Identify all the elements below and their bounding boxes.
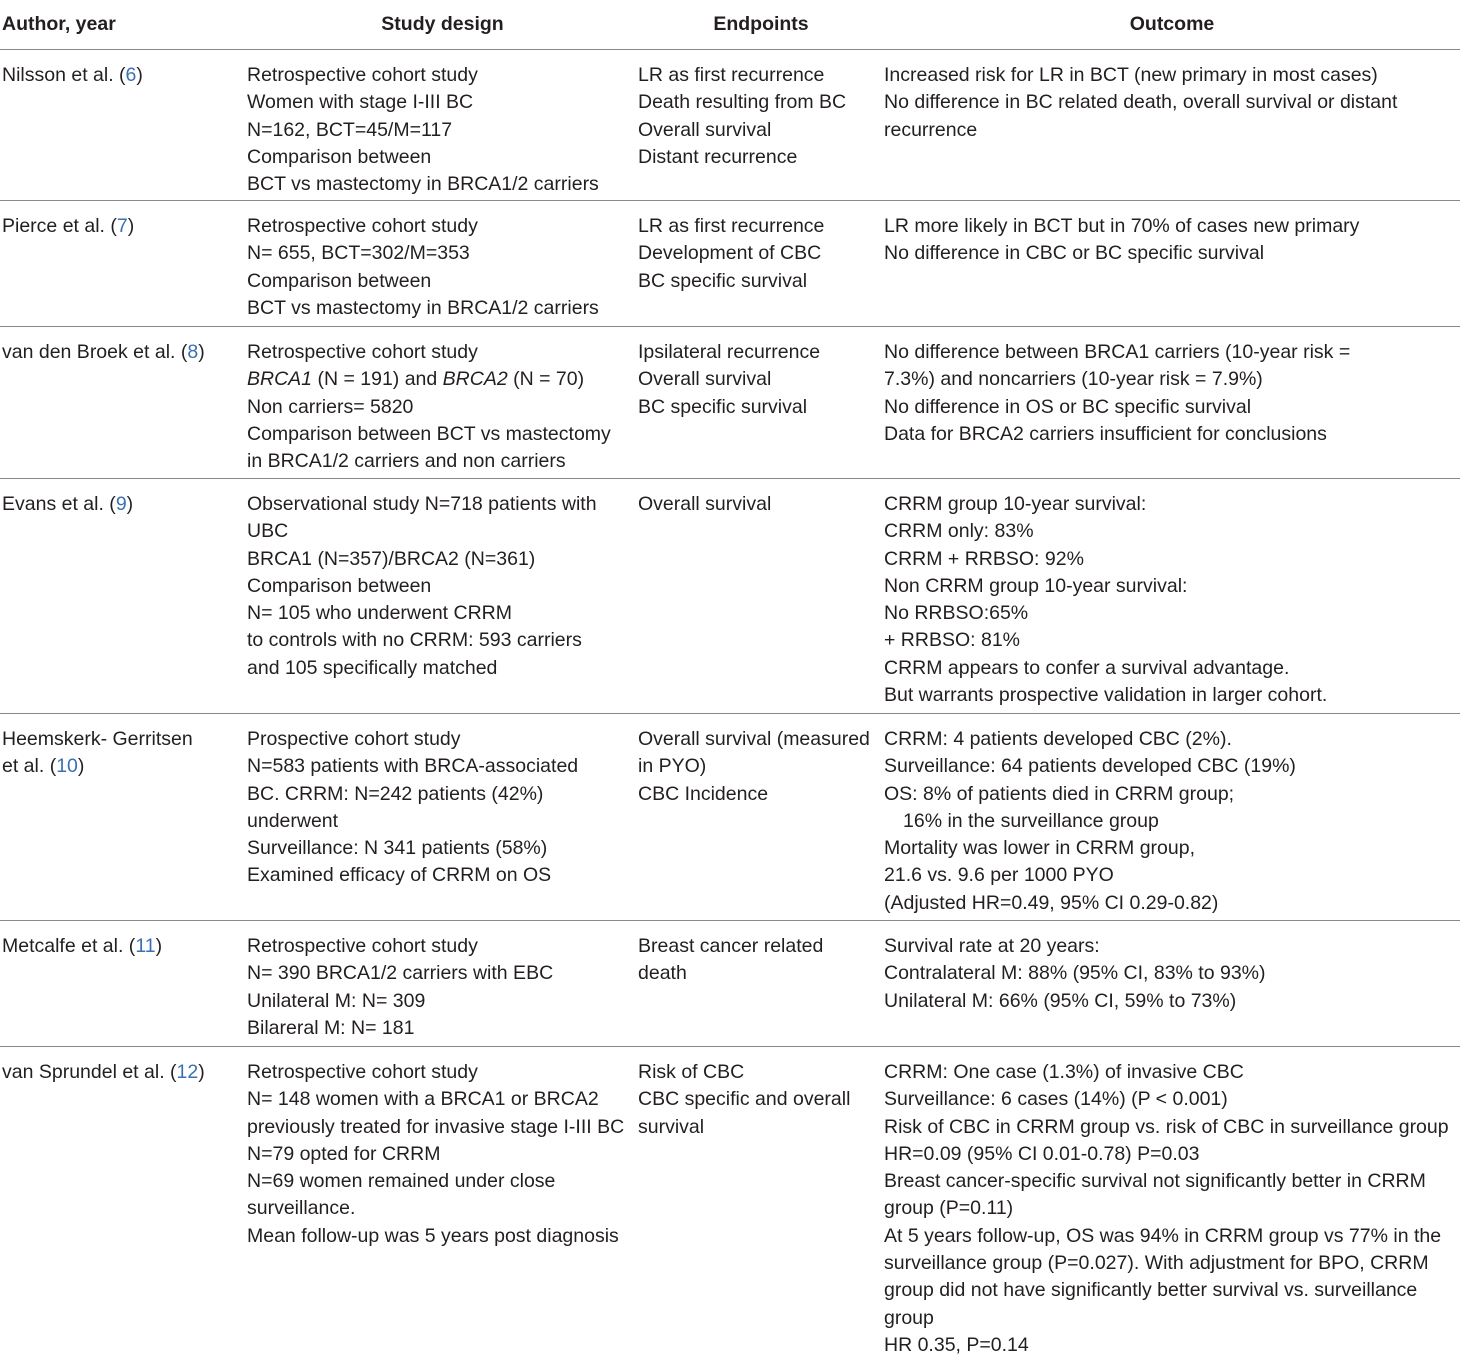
reference-link[interactable]: 11 [135, 935, 155, 957]
outcome-line: No difference in CBC or BC specific survival [884, 240, 1460, 267]
table-row [0, 201, 1460, 327]
endpoints-cell [638, 714, 884, 921]
design-line: Non carriers= 5820 [247, 394, 638, 421]
outcome-line: Surveillance: 64 patients developed CBC (19%) [884, 753, 1460, 780]
design-line: Mean follow-up was 5 years post diagnosis [247, 1223, 638, 1250]
outcome-line: No difference in OS or BC specific survival [884, 394, 1460, 421]
author-text: Pierce et al. (7) [2, 213, 247, 240]
outcome-line: Breast cancer-specific survival not significantly better in CRRM [884, 1168, 1460, 1195]
outcome-line: Data for BRCA2 carriers insufficient for conclusions [884, 421, 1460, 448]
endpoint-line: CBC specific and overall [638, 1086, 884, 1113]
outcome-line: Mortality was lower in CRRM group, [884, 835, 1460, 862]
outcome-line: 21.6 vs. 9.6 per 1000 PYO [884, 862, 1460, 889]
endpoint-line: in PYO) [638, 753, 884, 780]
author-text: Nilsson et al. (6) [2, 62, 247, 89]
header-row [0, 0, 1460, 50]
outcome-line: No difference in BC related death, overall survival or distant [884, 89, 1460, 116]
outcome-line: No RRBSO:65% [884, 600, 1460, 627]
author-text: Evans et al. (9) [2, 491, 247, 518]
author-cell [0, 201, 247, 327]
reference-link[interactable]: 7 [117, 215, 128, 237]
outcome-line: No difference between BRCA1 carriers (10-year risk = [884, 339, 1460, 366]
outcome-cell [884, 201, 1460, 327]
endpoint-line: Overall survival [638, 117, 884, 144]
endpoint-line: BC specific survival [638, 268, 884, 295]
design-line: N=79 opted for CRRM [247, 1141, 638, 1168]
outcome-cell [884, 327, 1460, 479]
design-line: and 105 specifically matched [247, 655, 638, 682]
table-row [0, 714, 1460, 921]
design-line: BCT vs mastectomy in BRCA1/2 carriers [247, 171, 638, 198]
endpoints-cell [638, 479, 884, 714]
endpoint-line: death [638, 960, 884, 987]
outcome-line: (Adjusted HR=0.49, 95% CI 0.29-0.82) [884, 890, 1460, 917]
design-line: Examined efficacy of CRRM on OS [247, 862, 638, 889]
outcome-line: Risk of CBC in CRRM group vs. risk of CBC in surveillance group [884, 1114, 1460, 1141]
outcome-line: OS: 8% of patients died in CRRM group; [884, 781, 1460, 808]
design-line: N= 105 who underwent CRRM [247, 600, 638, 627]
endpoint-line: Breast cancer related [638, 933, 884, 960]
design-line: UBC [247, 518, 638, 545]
outcome-line: But warrants prospective validation in larger cohort. [884, 682, 1460, 709]
design-line: N= 390 BRCA1/2 carriers with EBC [247, 960, 638, 987]
design-line: N= 148 women with a BRCA1 or BRCA2 [247, 1086, 638, 1113]
outcome-line: recurrence [884, 117, 1460, 144]
design-line: BCT vs mastectomy in BRCA1/2 carriers [247, 295, 638, 322]
endpoint-line: CBC Incidence [638, 781, 884, 808]
outcome-line: HR=0.09 (95% CI 0.01-0.78) P=0.03 [884, 1141, 1460, 1168]
author-cell [0, 714, 247, 921]
design-line: N= 655, BCT=302/M=353 [247, 240, 638, 267]
endpoints-cell [638, 921, 884, 1047]
design-line: N=583 patients with BRCA-associated [247, 753, 638, 780]
reference-link[interactable]: 6 [126, 64, 137, 86]
reference-link[interactable]: 12 [177, 1061, 199, 1083]
author-cell [0, 1047, 247, 1359]
endpoint-line: LR as first recurrence [638, 213, 884, 240]
design-line: Retrospective cohort study [247, 62, 638, 89]
outcome-cell [884, 50, 1460, 201]
outcome-cell [884, 479, 1460, 714]
author-text: et al. (10) [2, 753, 247, 780]
design-line: BRCA1 (N=357)/BRCA2 (N=361) [247, 546, 638, 573]
design-line: to controls with no CRRM: 593 carriers [247, 627, 638, 654]
outcome-line: Contralateral M: 88% (95% CI, 83% to 93%) [884, 960, 1460, 987]
endpoint-line: LR as first recurrence [638, 62, 884, 89]
gene-name: BRCA1 [247, 368, 312, 390]
author-text: van den Broek et al. (8) [2, 339, 247, 366]
design-line: Observational study N=718 patients with [247, 491, 638, 518]
endpoint-line: Overall survival (measured [638, 726, 884, 753]
author-cell [0, 479, 247, 714]
table-row [0, 50, 1460, 201]
design-line: Bilareral M: N= 181 [247, 1015, 638, 1042]
outcome-line: HR 0.35, P=0.14 [884, 1332, 1460, 1359]
outcome-line: Unilateral M: 66% (95% CI, 59% to 73%) [884, 988, 1460, 1015]
endpoint-line: Overall survival [638, 366, 884, 393]
design-line: Women with stage I-III BC [247, 89, 638, 116]
design-line: Comparison between [247, 573, 638, 600]
endpoints-cell [638, 50, 884, 201]
outcome-line: 16% in the surveillance group [884, 808, 1460, 835]
author-cell [0, 50, 247, 201]
table-row [0, 921, 1460, 1047]
outcome-line: At 5 years follow-up, OS was 94% in CRRM group vs 77% in the [884, 1223, 1460, 1250]
design-line: Comparison between BCT vs mastectomy [247, 421, 638, 448]
outcome-line: CRRM group 10-year survival: [884, 491, 1460, 518]
author-cell [0, 327, 247, 479]
outcome-line: CRRM: One case (1.3%) of invasive CBC [884, 1059, 1460, 1086]
outcome-cell [884, 921, 1460, 1047]
reference-link[interactable]: 8 [187, 341, 198, 363]
outcome-cell [884, 714, 1460, 921]
design-line: Comparison between [247, 268, 638, 295]
design-line: Comparison between [247, 144, 638, 171]
design-line: Retrospective cohort study [247, 339, 638, 366]
design-line: Unilateral M: N= 309 [247, 988, 638, 1015]
table-row [0, 327, 1460, 479]
endpoints-cell [638, 327, 884, 479]
header-author-year: Author, year [0, 0, 247, 50]
outcome-line: CRRM only: 83% [884, 518, 1460, 545]
author-cell [0, 921, 247, 1047]
design-cell [247, 327, 638, 479]
design-line: Retrospective cohort study [247, 213, 638, 240]
outcome-line: Surveillance: 6 cases (14%) (P < 0.001) [884, 1086, 1460, 1113]
outcome-line: 7.3%) and noncarriers (10-year risk = 7.9%) [884, 366, 1460, 393]
design-cell [247, 50, 638, 201]
endpoints-cell [638, 201, 884, 327]
gene-name: BRCA2 [443, 368, 508, 390]
header-endpoints: Endpoints [638, 0, 884, 50]
design-line: Retrospective cohort study [247, 933, 638, 960]
table-row [0, 1047, 1460, 1359]
outcome-line: LR more likely in BCT but in 70% of cases new primary [884, 213, 1460, 240]
endpoints-cell [638, 1047, 884, 1359]
outcome-line: surveillance group (P=0.027). With adjustment for BPO, CRRM [884, 1250, 1460, 1277]
endpoint-line: Distant recurrence [638, 144, 884, 171]
endpoint-line: Death resulting from BC [638, 89, 884, 116]
endpoint-line: BC specific survival [638, 394, 884, 421]
author-text: Metcalfe et al. (11) [2, 933, 247, 960]
design-cell [247, 921, 638, 1047]
design-cell [247, 201, 638, 327]
outcome-line: group (P=0.11) [884, 1195, 1460, 1222]
design-cell [247, 1047, 638, 1359]
endpoint-line: Development of CBC [638, 240, 884, 267]
outcome-line: CRRM + RRBSO: 92% [884, 546, 1460, 573]
outcome-line: group did not have significantly better survival vs. surveillance [884, 1277, 1460, 1304]
design-line: surveillance. [247, 1195, 638, 1222]
design-line: BC. CRRM: N=242 patients (42%) [247, 781, 638, 808]
design-cell [247, 479, 638, 714]
endpoint-line: Ipsilateral recurrence [638, 339, 884, 366]
design-line: Surveillance: N 341 patients (58%) [247, 835, 638, 862]
author-text: Heemskerk- Gerritsen [2, 726, 247, 753]
header-study-design: Study design [247, 0, 638, 50]
outcome-line: + RRBSO: 81% [884, 627, 1460, 654]
author-text: van Sprundel et al. (12) [2, 1059, 247, 1086]
design-line: Retrospective cohort study [247, 1059, 638, 1086]
design-line: Prospective cohort study [247, 726, 638, 753]
design-line: N=162, BCT=45/M=117 [247, 117, 638, 144]
outcome-line: CRRM: 4 patients developed CBC (2%). [884, 726, 1460, 753]
outcome-line: CRRM appears to confer a survival advantage. [884, 655, 1460, 682]
reference-link[interactable]: 9 [116, 493, 127, 515]
outcome-line: Survival rate at 20 years: [884, 933, 1460, 960]
endpoint-line: Risk of CBC [638, 1059, 884, 1086]
outcome-line: Non CRRM group 10-year survival: [884, 573, 1460, 600]
endpoint-line: survival [638, 1114, 884, 1141]
design-line: N=69 women remained under close [247, 1168, 638, 1195]
design-line: underwent [247, 808, 638, 835]
outcome-line: Increased risk for LR in BCT (new primary in most cases) [884, 62, 1460, 89]
endpoint-line: Overall survival [638, 491, 884, 518]
design-line: BRCA1 (N = 191) and BRCA2 (N = 70) [247, 366, 638, 393]
outcome-line: group [884, 1305, 1460, 1332]
reference-link[interactable]: 10 [56, 755, 78, 777]
outcome-cell [884, 1047, 1460, 1359]
design-cell [247, 714, 638, 921]
design-line: in BRCA1/2 carriers and non carriers [247, 448, 638, 475]
header-outcome: Outcome [884, 0, 1460, 50]
design-line: previously treated for invasive stage I-III BC [247, 1114, 638, 1141]
table-row [0, 479, 1460, 714]
